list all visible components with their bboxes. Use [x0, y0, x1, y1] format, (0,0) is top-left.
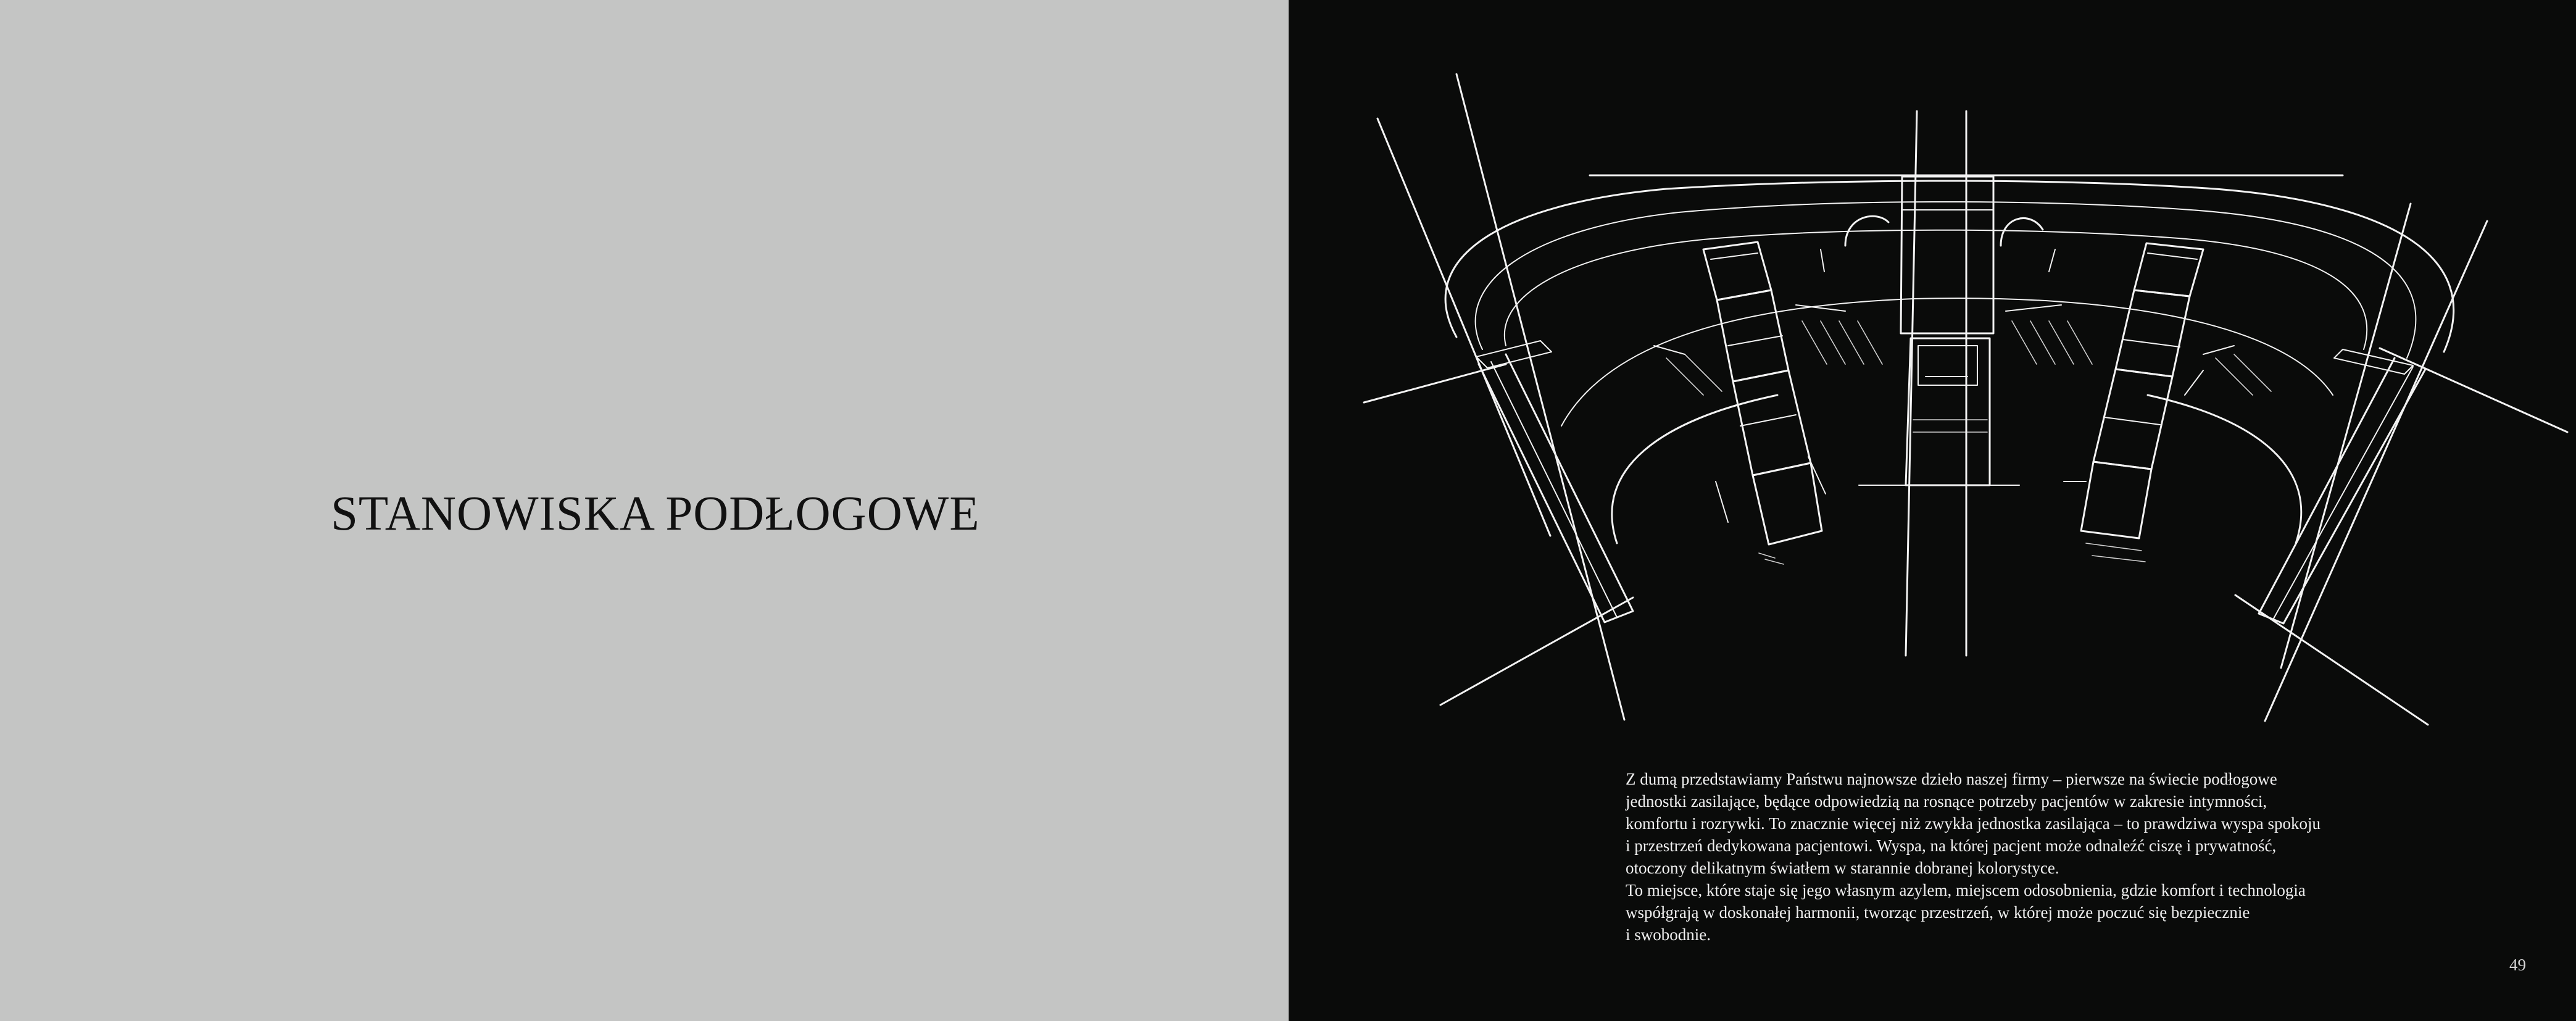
paragraph-line: i przestrzeń dedykowana pacjentowi. Wyspa, na której pacjent może odnaleźć ciszę i prywatność, [1626, 836, 2277, 855]
paragraph-line: jednostki zasilające, będące odpowiedzią na rosnące potrzeby pacjentów w zakresie intymności, [1626, 792, 2267, 811]
paragraph-line: Z dumą przedstawiamy Państwu najnowsze dzieło naszej firmy – pierwsze na świecie podłogowe [1626, 770, 2277, 788]
right-chair [2064, 243, 2203, 562]
paragraph-line: współgrają w doskonałej harmonii, tworząc przestrzeń, w której może poczuć się bezpiecznie [1626, 903, 2250, 922]
section-title: STANOWISKA PODŁOGOWE [331, 487, 980, 541]
paragraph-line: otoczony delikatnym światłem w starannie dobranej kolorystyce. [1626, 859, 2059, 877]
patient-station-illustration [1352, 62, 2576, 741]
perspective-lines [1364, 74, 2567, 725]
left-pillar [1476, 341, 1633, 622]
paragraph-line: i swobodnie. [1626, 925, 1711, 944]
page-number: 49 [2509, 956, 2526, 974]
floor-hatching [1666, 321, 2271, 395]
paragraph-line: To miejsce, które staje się jego własnym azylem, miejscem odosobnienia, gdzie komfort i technologia [1626, 881, 2306, 899]
description-paragraph [1626, 768, 2391, 946]
paragraph-line: komfortu i rozrywki. To znacznie więcej niż zwykła jednostka zasilająca – to prawdziwa wyspa spokoju [1626, 814, 2320, 833]
enclosure-arcs [1445, 181, 2454, 543]
right-pillar [2259, 349, 2425, 623]
left-chair [1703, 242, 1826, 564]
